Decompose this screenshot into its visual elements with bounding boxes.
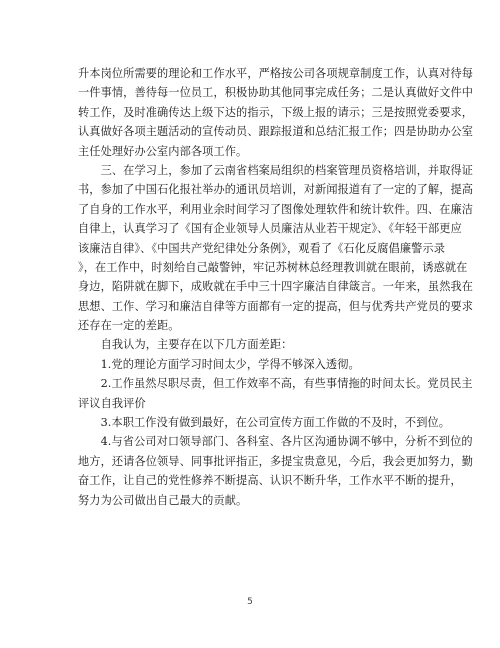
text-line: 升本岗位所需要的理论和工作水平，严格按公司各项规章制度工作，认真对待每 xyxy=(78,67,474,80)
text-line: 1.党的理论方面学习时间太少，学得不够深入透彻。 xyxy=(78,357,360,371)
text-line: 该廉洁自律》、《中国共产党纪律处分条例》，观看了《石化反腐倡廉警示录 xyxy=(78,241,445,255)
text-line: 》，在工作中，时刻给自己敲警钟，牢记苏树林总经理教训就在眼前，诱惑就在 xyxy=(78,260,468,274)
text-line: 2.工作虽然尽职尽责，但工作效率不高，有些事情拖的时间太长。党员民主 xyxy=(78,377,473,391)
page-number: 5 xyxy=(247,597,253,607)
text-line: 主任处理好办公室内部各项工作。 xyxy=(78,144,248,158)
text-line: 努力为公司做出自己最大的贡献。 xyxy=(78,493,248,507)
text-line: 了自身的工作水平，利用业余时间学习了图像处理软件和统计软件。四、在廉洁 xyxy=(78,202,474,216)
text-line: 一件事情，善待每一位员工，积极协助其他同事完成任务；二是认真做好文件中 xyxy=(78,86,474,100)
text-line: 奋工作，让自己的党性修养不断提高、认识不断升华，工作水平不断的提升， xyxy=(78,474,462,488)
text-line: 自律上，认真学习了《国有企业领导人员廉洁从业若干规定》、《年轻干部更应 xyxy=(78,222,462,236)
text-line: 评议自我评价 xyxy=(78,396,146,410)
text-line: 4.与省公司对口领导部门、各科室、各片区沟通协调不够中，分析不到位的 xyxy=(78,435,473,449)
text-line: 转工作，及时准确传达上级下达的指示，下级上报的请示；三是按照党委要求， xyxy=(78,105,474,119)
text-line: 还存在一定的差距。 xyxy=(78,319,180,333)
document-body xyxy=(78,64,474,510)
text-line: 身边，陷阱就在脚下，成败就在手中三十四字廉洁自律箴言。一年来，虽然我在 xyxy=(78,280,474,294)
text-line: 认真做好各项主题活动的宣传动员、跟踪报道和总结汇报工作；四是协助办公室 xyxy=(78,125,474,139)
text-line: 自我认为，主要存在以下几方面差距： xyxy=(78,338,293,352)
text-line: 三、在学习上，参加了云南省档案局组织的档案管理员资格培训，并取得证 xyxy=(78,163,474,177)
text-line: 书，参加了中国石化报社举办的通讯员培训，对新闻报道有了一定的了解，提高 xyxy=(78,183,474,197)
text-line: 3.本职工作没有做到最好，在公司宣传方面工作做的不及时，不到位。 xyxy=(78,416,451,430)
text-line: 思想、工作、学习和廉洁自律等方面都有一定的提高，但与优秀共产党员的要求 xyxy=(78,299,474,313)
text-line: 地方，还请各位领导、同事批评指正，多提宝贵意见，今后，我会更加努力，勤 xyxy=(78,454,474,468)
